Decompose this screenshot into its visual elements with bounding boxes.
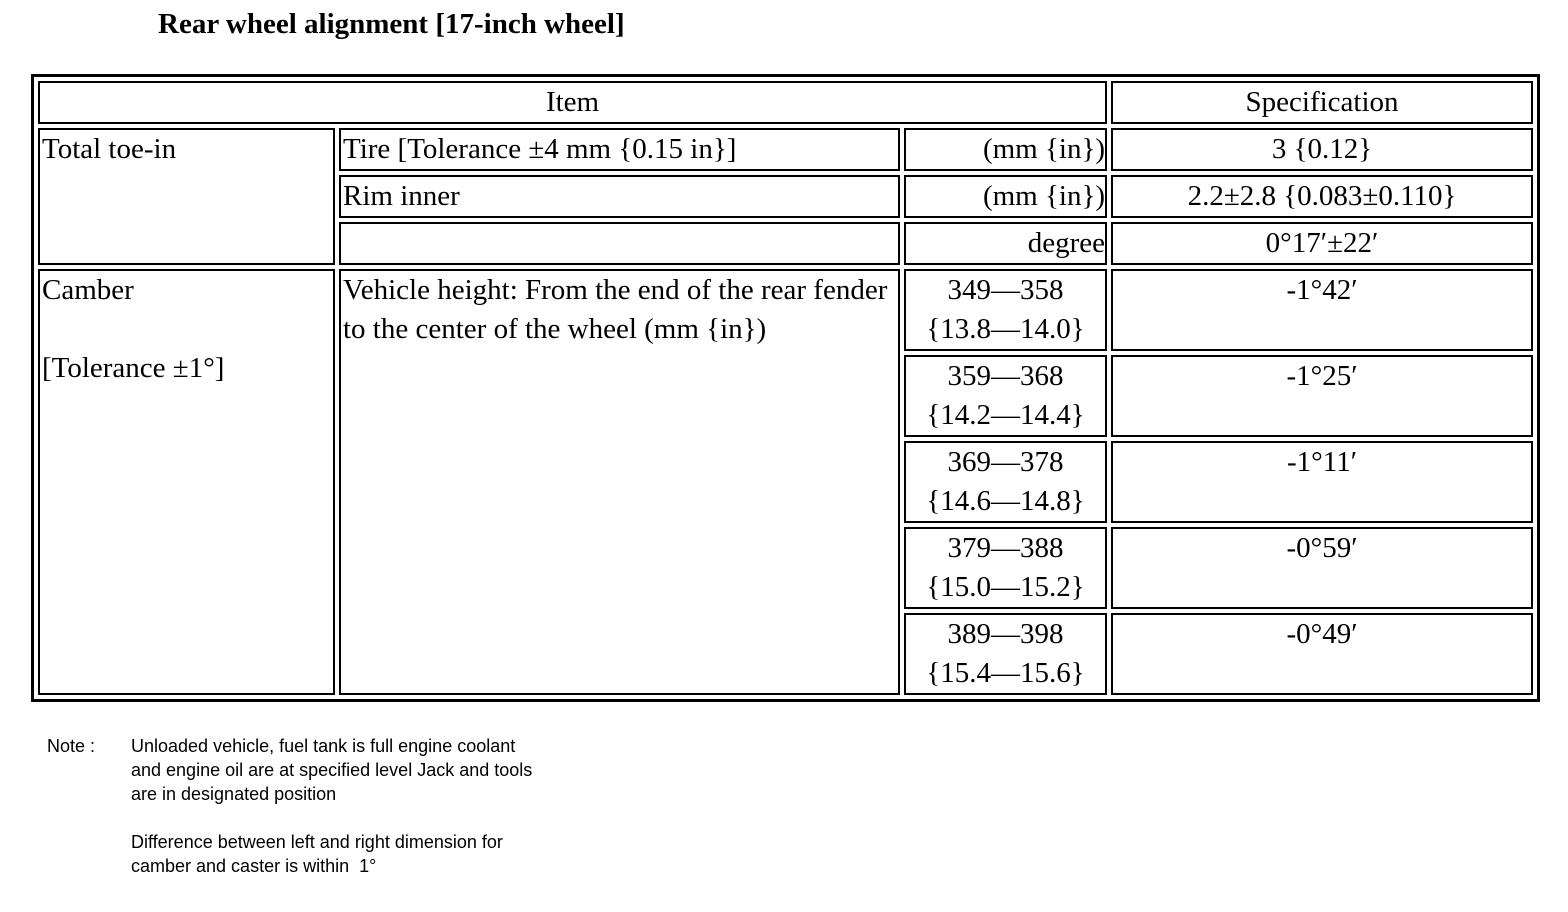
note-paragraph: [131, 830, 611, 878]
note-paragraph: [131, 734, 611, 806]
note-label: Note :: [47, 736, 96, 756]
note-line: Difference between left and right dimension for: [131, 832, 503, 852]
camber-height-range: [904, 527, 1107, 609]
camber-label-cell: [38, 269, 335, 695]
camber-spec: -1°42′: [1111, 269, 1533, 351]
rear-wheel-alignment-table: [31, 74, 1540, 702]
header-item: Item: [38, 81, 1107, 124]
range-mm: 369—378: [947, 446, 1064, 478]
note-line: are in designated position: [131, 784, 337, 804]
toe-spec-tire: 3 {0.12}: [1111, 128, 1533, 171]
toe-unit-rim-inner: (mm {in}): [904, 175, 1107, 218]
range-in: {14.2—14.4}: [926, 399, 1085, 431]
range-mm: 359—368: [947, 360, 1064, 392]
range-mm: 389—398: [947, 618, 1064, 650]
range-mm: 349—358: [947, 274, 1064, 306]
camber-tolerance: [Tolerance ±1°]: [42, 352, 225, 384]
camber-label: Camber: [42, 274, 134, 306]
note-line: camber and caster is within 1°: [131, 856, 377, 876]
range-in: {13.8—14.0}: [926, 313, 1085, 345]
page-title: Rear wheel alignment [17-inch wheel]: [158, 8, 625, 40]
camber-height-range: [904, 441, 1107, 523]
camber-spec: -1°25′: [1111, 355, 1533, 437]
camber-spec: -0°49′: [1111, 613, 1533, 695]
header-row: [38, 81, 1533, 124]
camber-height-range: [904, 613, 1107, 695]
note-line: and engine oil are at specified level Jack and tools: [131, 760, 533, 780]
toe-spec-rim-inner: 2.2±2.8 {0.083±0.110}: [1111, 175, 1533, 218]
table-row: [38, 128, 1533, 171]
range-mm: 379—388: [947, 532, 1064, 564]
camber-height-range: [904, 355, 1107, 437]
toe-unit-degree: degree: [904, 222, 1107, 265]
note-line: Unloaded vehicle, fuel tank is full engine coolant: [131, 736, 516, 756]
camber-spec: -0°59′: [1111, 527, 1533, 609]
toe-item-tire: Tire [Tolerance ±4 mm {0.15 in}]: [339, 128, 900, 171]
toe-unit-tire: (mm {in}): [904, 128, 1107, 171]
camber-height-range: [904, 269, 1107, 351]
total-toe-in-label: Total toe-in: [38, 128, 335, 265]
toe-item-rim-inner: Rim inner: [339, 175, 900, 218]
range-in: {14.6—14.8}: [926, 485, 1085, 517]
toe-item-degree: [339, 222, 900, 265]
table-row: [38, 269, 1533, 351]
camber-condition: Vehicle height: From the end of the rear fender to the center of the wheel (mm {in}): [339, 269, 900, 695]
camber-spec: -1°11′: [1111, 441, 1533, 523]
toe-spec-degree: 0°17′±22′: [1111, 222, 1533, 265]
range-in: {15.0—15.2}: [926, 571, 1085, 603]
range-in: {15.4—15.6}: [926, 657, 1085, 689]
header-specification: Specification: [1111, 81, 1533, 124]
note-body: [131, 734, 611, 878]
